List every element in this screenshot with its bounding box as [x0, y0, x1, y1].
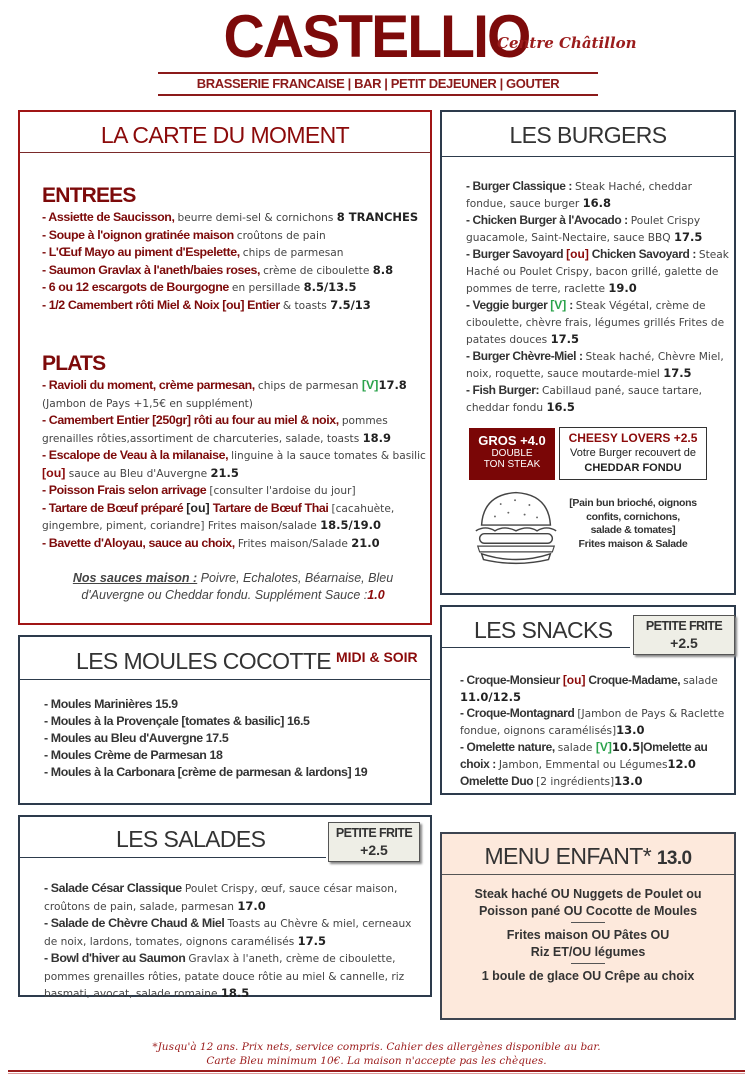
item-name: - Camembert Entier [250gr] rôti au four au miel & noix,	[42, 413, 342, 427]
section-title	[442, 843, 734, 870]
item-name: :	[566, 298, 576, 312]
menu-item	[466, 382, 732, 416]
menu-enfant-price: 13.0	[656, 848, 692, 869]
section-title: LES SNACKS	[474, 617, 613, 643]
petite-frite-badge: PETITE FRITE +2.5	[328, 822, 420, 862]
or-tag: [ou]	[186, 500, 210, 515]
item-description: [Jambon de Pays & Raclette fondue, oignons caramélisés]	[460, 708, 725, 737]
item-price: 12.0	[667, 757, 696, 771]
item-description: Steak Haché ou Poulet Crispy, bacon grillé, galette de pommes de terre, raclette	[466, 249, 729, 295]
menu-item	[466, 212, 732, 246]
item-name: Omelette Duo	[460, 774, 537, 788]
menu-item	[460, 739, 732, 773]
item-name: - Moules à la Carbonara [crème de parmesan & lardons] 19	[44, 765, 368, 779]
plats-list	[42, 377, 428, 552]
petite-frite-badge: PETITE FRITE +2.5	[633, 615, 735, 655]
item-description: salade	[557, 742, 596, 754]
restaurant-logo: CASTELLIO	[223, 3, 530, 70]
item-name: - Bavette d'Aloyau, sauce au choix,	[42, 535, 238, 550]
item-description: salade	[683, 675, 718, 687]
item-price: 16.8	[582, 196, 611, 210]
item-price: 17.0	[237, 898, 266, 913]
plats-heading: PLATS	[42, 352, 106, 375]
item-price: 17.5	[674, 230, 703, 244]
item-price: 11.0/12.5	[460, 690, 521, 704]
burger-illustration	[472, 487, 560, 567]
item-name: - 1/2 Camembert rôti Miel & Noix [ou] Entier	[42, 297, 283, 312]
item-description: Steak Haché, cheddar fondue, sauce burger	[466, 181, 692, 210]
snacks-list	[460, 672, 732, 790]
item-description: chips de parmesan	[242, 247, 344, 259]
item-name: - Soupe à l'oignon gratinée maison	[42, 227, 237, 242]
or-tag: [ou]	[42, 465, 66, 480]
sauces-note	[68, 570, 398, 604]
menu-item	[42, 500, 428, 535]
item-name: - Salade de Chèvre Chaud & Miel	[44, 916, 228, 930]
item-description: linguine à la sauce tomates & basilic	[231, 450, 426, 462]
item-name: - Moules Crème de Parmesan 18	[44, 748, 223, 762]
menu-item	[44, 713, 424, 730]
item-name: - 6 ou 12 escargots de Bourgogne	[42, 280, 232, 294]
item-description: (Jambon de Pays +1,5€ en supplément)	[42, 397, 253, 410]
sauces-price: 1.0	[367, 588, 385, 602]
item-description: Steak Végétal, crème de ciboulette, chèvre frais, légumes grillés Frites de patates douces	[466, 300, 725, 346]
item-name: - Assiette de Saucisson,	[42, 210, 178, 224]
section-title: LES MOULES COCOTTE	[76, 648, 332, 674]
menu-item	[42, 209, 430, 227]
item-name: - Bowl d'hiver au Saumon	[44, 951, 189, 965]
item-name: - Poisson Frais selon arrivage	[42, 483, 210, 497]
item-name: - Fish Burger:	[466, 383, 543, 397]
menu-item	[44, 764, 424, 781]
item-description: Frites maison/Salade	[237, 537, 352, 550]
menu-item	[42, 227, 430, 245]
item-description: pommes grenailles rôties,assortiment de charcuteries, salade, toasts	[42, 415, 388, 445]
item-description: Steak haché, Chèvre Miel, noix, roquette, sauce moutarde-miel	[466, 351, 724, 380]
item-price: 17.5	[550, 332, 579, 346]
menu-item	[42, 377, 428, 412]
section-title: LA CARTE DU MOMENT	[100, 122, 350, 148]
item-price: 17.5	[663, 366, 692, 380]
vegetarian-tag: [V]	[361, 378, 379, 392]
item-name: - Tartare de Bœuf préparé	[42, 500, 187, 515]
item-name: - Veggie burger	[466, 298, 551, 312]
item-name: - Burger Chèvre-Miel :	[466, 349, 586, 363]
menu-item	[42, 482, 428, 500]
item-price: 10.5	[611, 740, 641, 754]
menu-item	[42, 262, 430, 280]
item-name: - Croque-Monsieur	[460, 673, 563, 687]
menu-item	[460, 773, 732, 790]
section-title: LES BURGERS	[509, 122, 667, 148]
menu-item	[466, 297, 732, 348]
item-description: Poulet Crispy, œuf, sauce césar maison, croûtons de pain, salade, parmesan	[44, 883, 398, 913]
item-price: 13.0	[616, 723, 645, 737]
item-description: chips de parmesan	[257, 380, 362, 392]
item-name: Chicken Savoyard :	[588, 247, 699, 261]
enfant-side-line: Frites maison OU Pâtes OU	[506, 928, 670, 942]
menu-item	[44, 747, 424, 764]
item-name: - Chicken Burger à l'Avocado :	[466, 213, 631, 227]
cheesy-lovers-option: CHEESY LOVERS +2.5 Votre Burger recouvert de CHEDDAR FONDU	[559, 427, 707, 480]
item-description: beurre demi-sel & cornichons	[177, 212, 337, 224]
item-name: - Omelette nature,	[460, 740, 558, 754]
enfant-side-line: Riz ET/OU légumes	[530, 945, 646, 959]
item-price: 18.9	[362, 430, 391, 445]
item-price: 8.5/13.5	[303, 280, 357, 294]
item-price: 21.0	[351, 535, 380, 550]
menu-item	[42, 244, 430, 262]
item-price: 18.5/19.0	[320, 518, 382, 532]
section-title: LES SALADES	[116, 826, 266, 852]
item-description: en persillade	[231, 282, 304, 294]
item-name: - Escalope de Veau à la milanaise,	[42, 448, 232, 462]
item-name: - Moules au Bleu d'Auvergne 17.5	[44, 731, 229, 745]
item-description: Cabillaud pané, sauce tartare, cheddar fondu	[466, 385, 703, 414]
menu-item	[44, 880, 426, 915]
item-price: 17.8	[378, 378, 407, 392]
menu-enfant-title: MENU ENFANT*	[484, 843, 652, 869]
menu-item	[44, 950, 426, 1003]
footer-divider	[8, 1070, 745, 1074]
gros-option: GROS +4.0 DOUBLE TON STEAK	[469, 428, 555, 480]
item-name: - Croque-Montagnard	[460, 706, 578, 720]
burger-garnish: [Pain bun brioché, oignons confits, cornichons, salade & tomates] Frites maison & Salade	[569, 497, 697, 550]
item-name: Tartare de Bœuf Thai	[209, 500, 332, 515]
item-description: [2 ingrédients]	[536, 776, 615, 788]
vegetarian-tag: [V]	[595, 740, 612, 754]
menu-item	[466, 246, 732, 297]
item-description: croûtons de pain	[236, 229, 326, 242]
vegetarian-tag: [V]	[550, 298, 567, 312]
sauces-text: Poivre, Echalotes, Béarnaise, Bleu d'Auvergne ou Cheddar fondu. Supplément Sauce :	[81, 571, 394, 602]
salades-list	[44, 880, 426, 1003]
menu-item	[42, 412, 428, 447]
entrees-heading: ENTREES	[42, 184, 136, 207]
item-price: 7.5/13	[330, 297, 371, 312]
menu-item	[44, 915, 426, 950]
enfant-main-line: Poisson pané OU Cocotte de Moules	[478, 904, 698, 918]
entrees-list	[42, 209, 430, 314]
menu-item	[42, 447, 428, 482]
or-tag: [ou]	[566, 247, 589, 261]
item-description: Poulet Crispy guacamole, Saint-Nectaire, sauce BBQ	[466, 215, 701, 244]
menu-item	[466, 178, 732, 212]
item-description: [cacahuète, gingembre, piment, coriandre] Frites maison/salade	[42, 502, 395, 532]
item-price: 17.5	[297, 933, 327, 948]
menu-item	[44, 730, 424, 747]
item-price: 8 TRANCHES	[336, 210, 419, 224]
or-tag: [ou]	[562, 673, 586, 687]
item-price: 19.0	[608, 281, 637, 295]
item-name: - Burger Classique :	[466, 179, 575, 193]
item-price: 21.5	[210, 465, 239, 480]
enfant-dessert-line: 1 boule de glace OU Crêpe au choix	[481, 969, 695, 983]
item-price: 16.5	[546, 400, 575, 414]
footer-note: *Jusqu'à 12 ans. Prix nets, service compris. Cahier des allergènes disponible au bar. Carte Bleu minimum 10€. La maison n'accepte pas les chèques.	[152, 1041, 601, 1067]
item-description: crème de ciboulette	[263, 264, 373, 277]
menu-item	[42, 279, 430, 297]
subtitle-bar: BRASSERIE FRANCAISE | BAR | PETIT DEJEUNER | GOUTER	[158, 72, 598, 96]
moules-list	[44, 696, 424, 781]
item-description: Gravlax à l'aneth, crème de ciboulette, pommes grenailles rôties, patate douce rôtie au miel & cannelle, riz basmati, avocat, salade romaine	[44, 953, 405, 1000]
sauces-label: Nos sauces maison :	[72, 571, 198, 585]
item-name: - Saumon Gravlax à l'aneth/baies roses,	[42, 262, 264, 277]
enfant-main-line: Steak haché OU Nuggets de Poulet ou	[474, 887, 702, 901]
item-name: - Moules à la Provençale [tomates & basilic] 16.5	[44, 714, 310, 728]
item-description: [consulter l'ardoise du jour]	[209, 485, 356, 497]
midi-soir-tag: MIDI & SOIR	[336, 649, 418, 665]
burgers-list	[466, 178, 732, 416]
item-description: Jambon, Emmental ou Légumes	[498, 759, 668, 771]
menu-item	[44, 696, 424, 713]
item-name: - Salade César Classique	[44, 881, 185, 895]
item-price: 13.0	[614, 774, 643, 788]
menu-enfant-section	[440, 832, 736, 1020]
item-name: |Omelette au choix :	[460, 740, 708, 771]
item-description: Toasts au Chèvre & miel, cerneaux de noix, lardons, tomates, oignons caramélisés	[44, 918, 412, 948]
item-price: 18.5	[220, 986, 250, 1000]
menu-item	[460, 705, 732, 739]
menu-item	[42, 297, 430, 315]
menu-item	[460, 672, 732, 705]
item-name: - Ravioli du moment, crème parmesan,	[42, 378, 258, 392]
location-label: Centre Châtillon	[497, 34, 637, 52]
item-name: Croque-Madame,	[585, 673, 684, 687]
menu-item	[42, 535, 428, 553]
item-description: & toasts	[282, 299, 331, 312]
item-name: - Burger Savoyard	[466, 247, 567, 261]
item-name: - Moules Marinières 15.9	[44, 697, 178, 711]
item-price: 8.8	[372, 262, 394, 277]
item-name: - L'Œuf Mayo au piment d'Espelette,	[42, 245, 243, 259]
item-description: sauce au Bleu d'Auvergne	[65, 467, 211, 480]
menu-item	[466, 348, 732, 382]
